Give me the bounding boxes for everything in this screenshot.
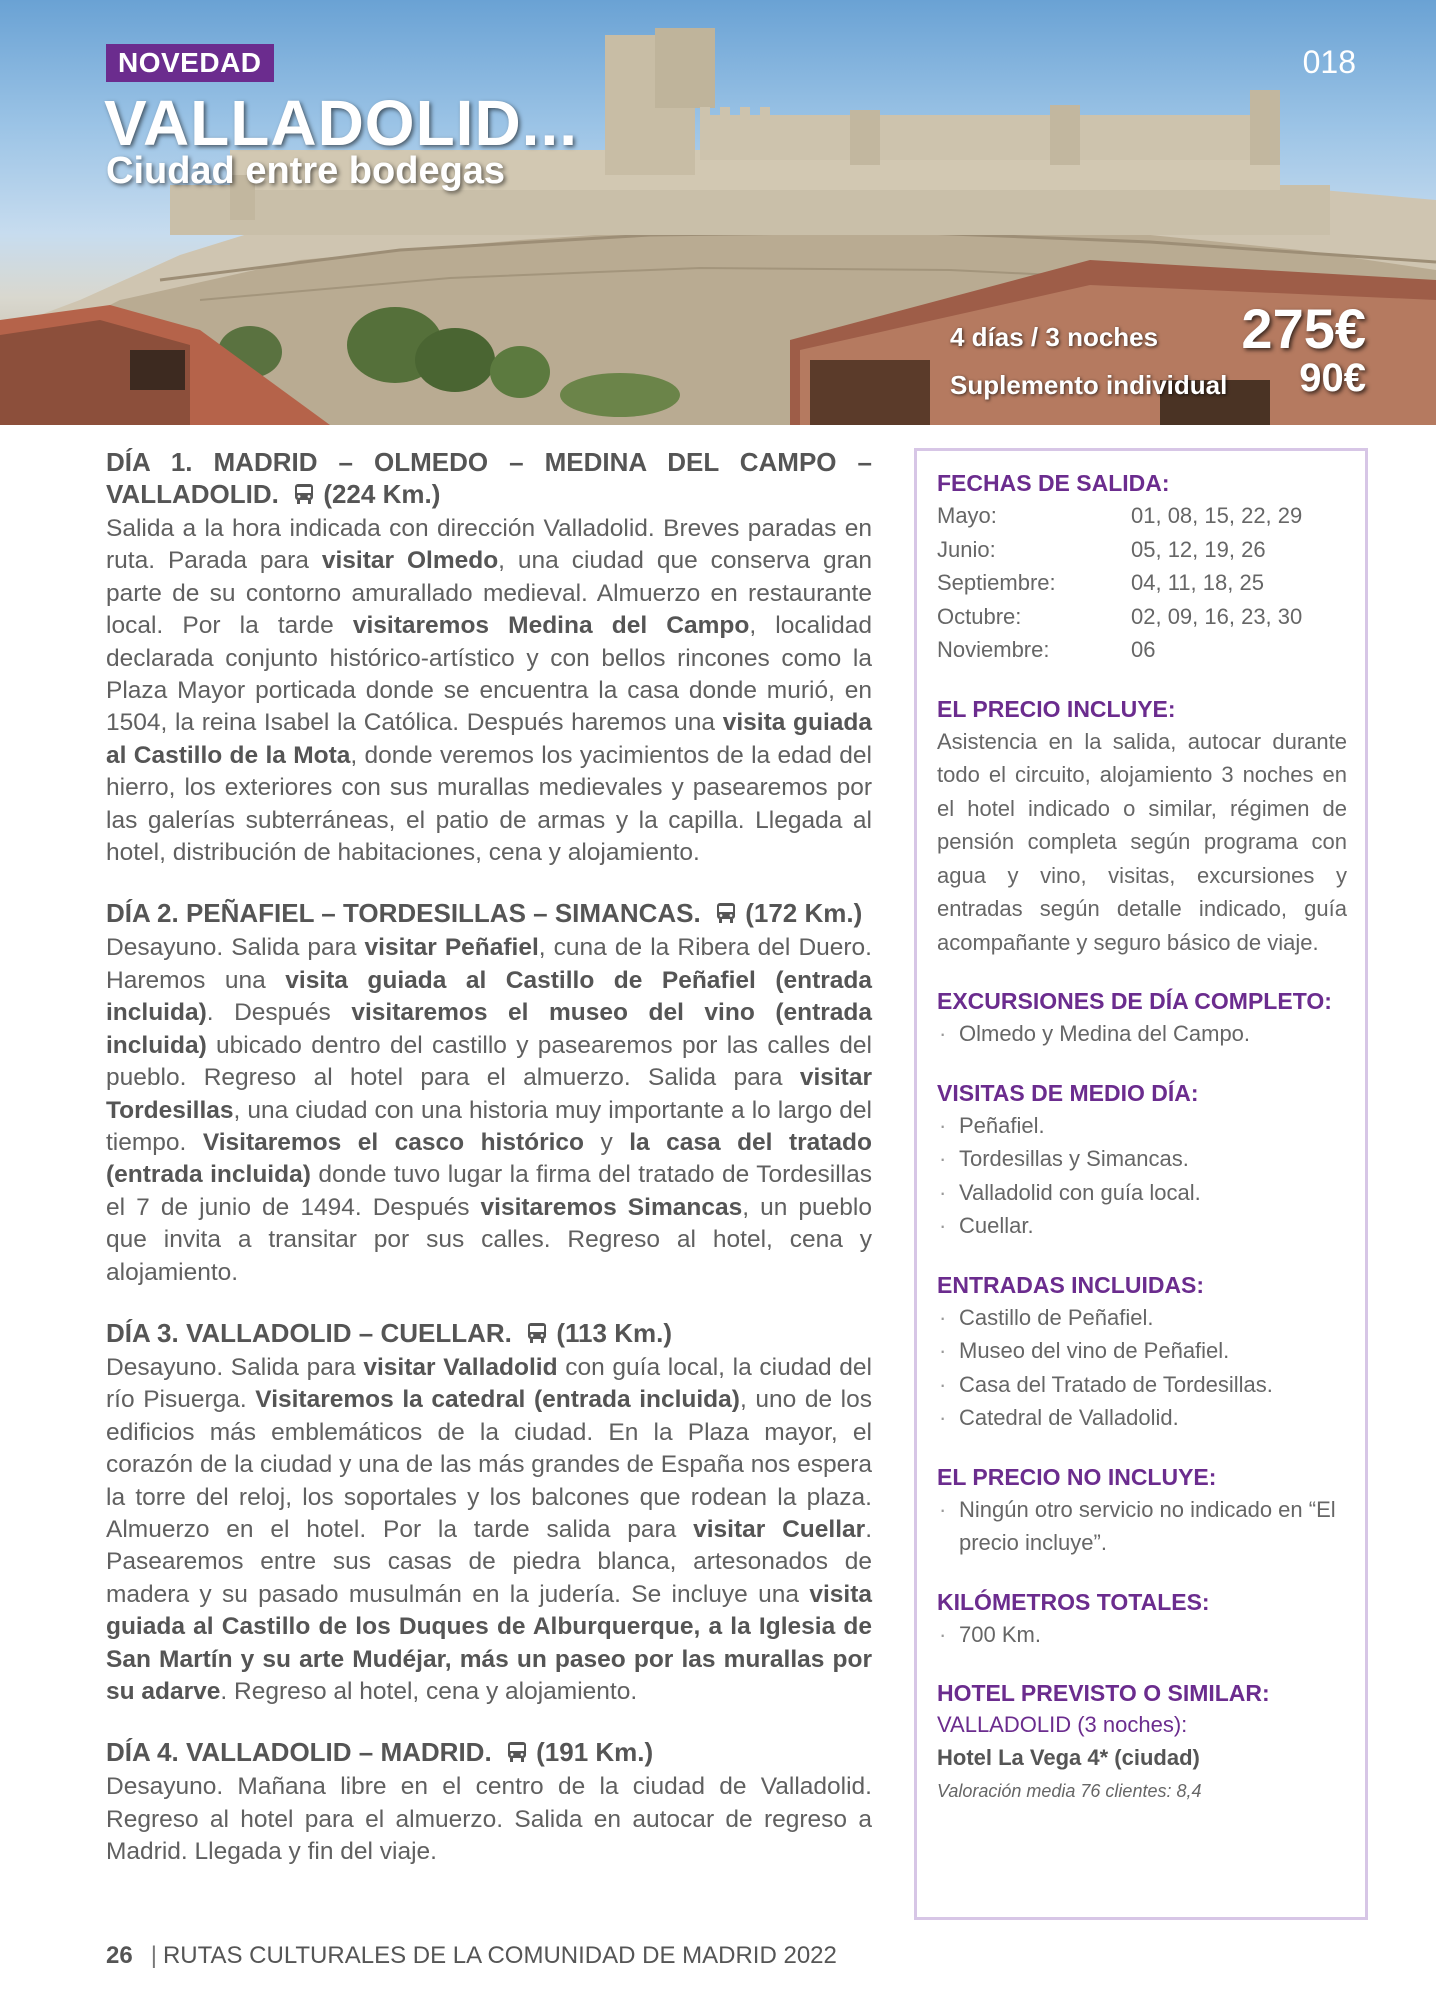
excursions-list <box>937 1017 1347 1051</box>
list-item <box>937 1017 1347 1051</box>
list-item-text: Ningún otro servicio no indicado en “El precio incluye”. <box>959 1496 1336 1555</box>
bullet-dot: · <box>939 1146 947 1171</box>
list-item-text: Tordesillas y Simancas. <box>959 1146 1189 1171</box>
list-item <box>937 1493 1347 1560</box>
day-km: (113 Km.) <box>556 1317 672 1348</box>
highlight-text: visitar Tordesillas <box>106 1064 872 1124</box>
info-sidebar <box>914 448 1368 1920</box>
day-km: (191 Km.) <box>536 1737 654 1768</box>
date-month: Mayo: <box>937 503 997 528</box>
section-heading: EXCURSIONES DE DÍA COMPLETO: <box>937 988 1332 1014</box>
body-text: , una ciudad que conserva gran parte de su contorno amurallado medieval. Almuerzo en restaurante local. Por la tarde <box>106 547 873 640</box>
bullet-dot: · <box>939 1371 947 1397</box>
list-item <box>937 1334 1347 1368</box>
day-description <box>106 932 872 1288</box>
list-item <box>937 1618 1347 1652</box>
duration-price: 275€ <box>1241 297 1366 360</box>
page-subtitle: Ciudad entre bodegas <box>106 150 506 192</box>
highlight-text: Visitaremos el casco histórico <box>202 1128 585 1156</box>
highlight-text: visita guiada al Castillo de los Duques de Alburquerque, a la Iglesia de San Martín y su arte Mudéjar, más un paseo por las murallas por su adarve <box>106 1580 872 1705</box>
date-days: 05, 12, 19, 26 <box>1131 536 1266 562</box>
included-tickets-section <box>937 1269 1347 1435</box>
body-text: , localidad declarada conjunto histórico-artístico y con bellos rincones como la Plaza Mayor porticada donde se encuentra la casa donde murió, en 1504, la reina Isabel la Católica. Después haremos una <box>106 612 872 737</box>
date-row <box>937 499 1302 533</box>
duration-label: 4 días / 3 noches <box>950 322 1159 352</box>
bullet-dot: · <box>939 1021 947 1046</box>
tickets-list <box>937 1301 1347 1435</box>
date-month: Noviembre: <box>937 637 1050 662</box>
list-item-text: Cuellar. <box>959 1213 1034 1238</box>
body-text: Desayuno. Salida para <box>106 1353 364 1381</box>
bus-icon <box>525 1320 549 1352</box>
departure-dates-section <box>937 467 1347 667</box>
hotel-section <box>937 1677 1347 1807</box>
date-days: 01, 08, 15, 22, 29 <box>1131 503 1303 528</box>
date-row <box>937 533 1302 567</box>
page-title: VALLADOLID... <box>104 87 578 159</box>
day-km: (224 Km.) <box>323 479 441 509</box>
date-row <box>937 566 1302 600</box>
hotel-name: Hotel La Vega 4* (ciudad) <box>937 1745 1200 1770</box>
bus-icon <box>505 1739 529 1771</box>
body-text: con guía local, la ciudad del río Pisuerga. <box>106 1353 872 1414</box>
bullet-dot: · <box>939 1304 947 1330</box>
day-description <box>106 1352 872 1708</box>
highlight-text: visitar Valladolid <box>363 1353 558 1381</box>
section-heading: EL PRECIO INCLUYE: <box>937 695 1176 722</box>
page-code: 018 <box>1302 44 1356 80</box>
highlight-text: visitar Peñafiel <box>364 934 539 962</box>
highlight-text: visitaremos Simancas <box>480 1193 743 1221</box>
price-excludes-section <box>937 1461 1347 1560</box>
footer-separator: | <box>150 1942 157 1969</box>
body-text: , un pueblo que invita a transitar por sus calles. Regreso al hotel, cena y alojamiento. <box>106 1193 872 1286</box>
date-row <box>937 633 1302 667</box>
highlight-text: visita guiada al Castillo de Peñafiel (entrada incluida) <box>106 966 872 1027</box>
body-text: . Pasearemos entre sus casas de piedra blanca, artesonados de madera y su pasado musulmán en la judería. Se incluye una <box>106 1515 872 1608</box>
day-description <box>106 513 872 869</box>
day-title <box>106 446 872 513</box>
list-item-text: Valladolid con guía local. <box>959 1179 1201 1205</box>
highlight-text: la casa del tratado (entrada incluida) <box>106 1128 872 1189</box>
day-title-text: DÍA 4. VALLADOLID – MADRID. <box>106 1737 492 1768</box>
list-item <box>937 1368 1347 1402</box>
excludes-list <box>937 1493 1347 1560</box>
list-item <box>937 1109 1347 1143</box>
day-description <box>106 1771 872 1868</box>
highlight-text: visitar Cuellar <box>693 1515 866 1543</box>
section-heading: ENTRADAS INCLUIDAS: <box>937 1271 1205 1298</box>
section-heading: EL PRECIO NO INCLUYE: <box>937 1463 1217 1490</box>
date-days: 06 <box>1131 637 1156 662</box>
body-text: , donde veremos los yacimientos de la edad del hierro, los exteriores con sus murallas medievales y pasearemos por las galerías subterráneas, el patio de armas y la capilla. Llegada al hotel, distribución de habitaciones, cena y alojamiento. <box>106 741 872 867</box>
hero-banner <box>0 0 1436 425</box>
bullet-dot: · <box>939 1496 947 1522</box>
section-heading: KILÓMETROS TOTALES: <box>937 1588 1210 1615</box>
departure-dates-table <box>937 499 1302 667</box>
supplement-label: Suplemento individual <box>950 370 1228 400</box>
page-number: 26 <box>106 1942 133 1969</box>
price-includes-text: Asistencia en la salida, autocar durante todo el circuito, alojamiento 3 noches en el hotel indicado o similar, régimen de pensión completa según programa con agua y vino, visitas, excursiones y entradas según detalle indicado, guía acompañante y seguro básico de viaje. <box>937 728 1347 955</box>
date-month: Septiembre: <box>937 570 1056 595</box>
date-days: 02, 09, 16, 23, 30 <box>1131 603 1303 629</box>
section-heading: VISITAS DE MEDIO DÍA: <box>937 1079 1199 1106</box>
body-text: , cuna de la Ribera del Duero. Haremos una <box>106 934 872 994</box>
bullet-dot: · <box>939 1621 947 1647</box>
day-title <box>106 1736 872 1771</box>
half-day-visits-section <box>937 1077 1347 1243</box>
bus-icon <box>292 481 316 513</box>
highlight-text: visita guiada al Castillo de la Mota <box>106 709 872 769</box>
day-km: (172 Km.) <box>745 898 863 929</box>
publication-title: RUTAS CULTURALES DE LA COMUNIDAD DE MADRID 2022 <box>162 1942 837 1969</box>
date-days: 04, 11, 18, 25 <box>1131 570 1264 595</box>
list-item-text: Olmedo y Medina del Campo. <box>959 1021 1251 1046</box>
novedad-badge: NOVEDAD <box>106 44 274 82</box>
list-item <box>937 1142 1347 1176</box>
list-item-text: 700 Km. <box>959 1621 1041 1647</box>
body-text: . Después <box>206 999 352 1027</box>
list-item <box>937 1301 1347 1335</box>
highlight-text: visitaremos Medina del Campo <box>352 612 750 640</box>
km-list <box>937 1618 1347 1652</box>
bullet-dot: · <box>939 1112 947 1138</box>
bullet-dot: · <box>939 1338 947 1363</box>
list-item-text: Peñafiel. <box>959 1112 1045 1138</box>
day-4 <box>106 1736 872 1868</box>
day-title-text: DÍA 3. VALLADOLID – CUELLAR. <box>106 1317 512 1348</box>
day-title <box>106 897 872 932</box>
date-row <box>937 600 1302 634</box>
body-text: , uno de los edificios más emblemáticos de la ciudad. En la Plaza mayor, el corazón de la ciudad y una de las más grandes de España nos espera la torre del reloj, los soportales y los balcones que rodean la plaza. Almuerzo en el hotel. Por la tarde salida para <box>106 1386 872 1543</box>
list-item-text: Castillo de Peñafiel. <box>959 1304 1154 1330</box>
list-item <box>937 1401 1347 1435</box>
itinerary <box>106 446 872 1897</box>
hotel-city: VALLADOLID (3 noches): <box>937 1712 1188 1737</box>
bullet-dot: · <box>939 1405 947 1430</box>
day-title <box>106 1317 872 1352</box>
body-text: ubicado dentro del castillo y pasearemos por las calles del pueblo. Regreso al hotel para el almuerzo. Salida para <box>106 1031 872 1092</box>
bullet-dot: · <box>939 1213 947 1238</box>
list-item <box>937 1176 1347 1210</box>
body-text: y <box>584 1128 630 1156</box>
date-month: Junio: <box>937 536 996 562</box>
day-title-text: DÍA 2. PEÑAFIEL – TORDESILLAS – SIMANCAS. <box>106 898 701 929</box>
body-text: . Regreso al hotel, cena y alojamiento. <box>220 1678 638 1705</box>
total-km-section <box>937 1586 1347 1652</box>
day-1 <box>106 446 872 869</box>
list-item-text: Museo del vino de Peñafiel. <box>959 1338 1230 1363</box>
highlight-text: visitaremos el museo del vino (entrada incluida) <box>106 999 872 1059</box>
day-title-text: DÍA 1. MADRID – OLMEDO – MEDINA DEL CAMPO – VALLADOLID. <box>106 447 872 509</box>
body-text: Salida a la hora indicada con dirección Valladolid. Breves paradas en ruta. Parada para <box>106 515 872 575</box>
page-footer <box>106 1942 837 1970</box>
highlight-text: visitar Olmedo <box>321 547 499 575</box>
list-item <box>937 1209 1347 1243</box>
body-text: Desayuno. Salida para <box>106 934 365 962</box>
day-3 <box>106 1317 872 1708</box>
body-text: donde tuvo lugar la firma del tratado de Tordesillas el 7 de junio de 1494. Después <box>106 1161 872 1221</box>
bus-icon <box>714 900 738 932</box>
section-heading: FECHAS DE SALIDA: <box>937 470 1170 496</box>
hotel-rating: Valoración media 76 clientes: 8,4 <box>937 1781 1202 1801</box>
visits-list <box>937 1109 1347 1243</box>
date-month: Octubre: <box>937 603 1022 629</box>
supplement-price: 90€ <box>1299 356 1366 400</box>
body-text: , una ciudad con una historia muy importante a lo largo del tiempo. <box>106 1096 872 1156</box>
price-includes-section <box>937 693 1347 960</box>
section-heading: HOTEL PREVISTO O SIMILAR: <box>937 1680 1270 1706</box>
list-item-text: Catedral de Valladolid. <box>959 1405 1179 1430</box>
highlight-text: Visitaremos la catedral (entrada incluida) <box>255 1386 740 1414</box>
list-item-text: Casa del Tratado de Tordesillas. <box>959 1371 1273 1397</box>
full-day-excursions-section <box>937 985 1347 1051</box>
day-2 <box>106 897 872 1288</box>
body-text: Desayuno. Mañana libre en el centro de la ciudad de Valladolid. Regreso al hotel para el almuerzo. Salida en autocar de regreso a Madrid. Llegada y fin del viaje. <box>106 1773 872 1866</box>
bullet-dot: · <box>939 1179 947 1205</box>
